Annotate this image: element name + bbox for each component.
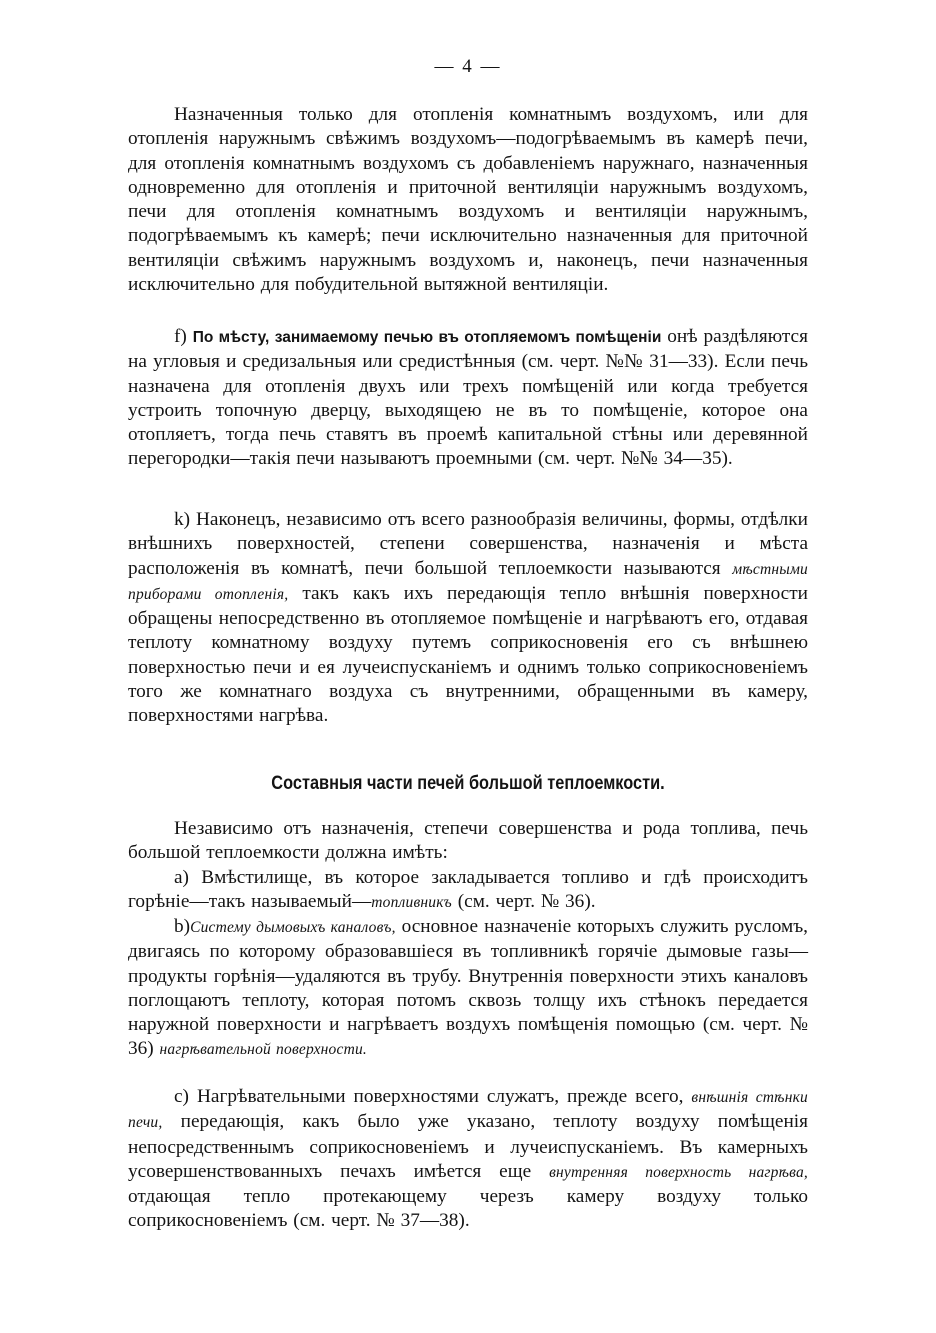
section-f-text: онѣ раздѣляются на угловыя и средизальныя или средистѣнныя (см. черт. №№ 31—33). Если печь назначена для отопленія двухъ или трехъ помѣщеній или когда требуется устроить топочную дверцу, выходящею не въ то помѣщеніе, которое она отопляетъ, тогда печь ставятъ въ проемѣ капитальной стѣны или деревянной перегородки—такія печи называютъ проемными (см. черт. №№ 34—35). — [128, 326, 808, 470]
item-b-text: основное назначеніе которыхъ служить русломъ, двигаясь по которому образовавшіеся въ топливникѣ горячіе дымовые газы—продукты горѣнія—удаляются въ трубу. Внутреннія поверхности этихъ каналовъ поглощаютъ теплоту, которая потомъ сквозь толщу ихъ стѣнокъ передается наружной поверхности и нагрѣваетъ воздухъ помѣщенія помощью (см. черт. № 36) — [128, 916, 808, 1060]
section-k-paragraph — [128, 508, 808, 729]
intro-paragraph-text: Назначенныя только для отопленія комнатнымъ воздухомъ, или для отопленія наружнымъ свѣжимъ воздухомъ—подогрѣваемымъ въ камерѣ печи, для отопленія комнатнымъ воздухомъ съ добавленіемъ наружнаго, назначенныя одновременно для отопленія и приточной вентиляціи наружнымъ воздухомъ, печи для отопленія комнатнымъ воздухомъ и вентиляціи наружнымъ, подогрѣваемымъ къ камерѣ; печи исключительно назначенныя для приточной вентиляціи свѣжимъ наружнымъ воздухомъ и, наконецъ, печи назначенныя исключительно для побудительной вытяжной вентиляціи. — [128, 104, 808, 296]
section-f-label: f) — [174, 326, 187, 347]
item-c-text-1: Нагрѣвательными поверхностями служатъ, прежде всего, — [196, 1086, 684, 1107]
section-heading: Составныя части печей большой теплоемкости. — [271, 773, 665, 794]
item-a-label: а) — [174, 867, 189, 888]
item-c-emphasis-1: внѣшнія стѣнки печи, — [128, 1089, 808, 1132]
item-b-emphasis: Систему дымовыхъ каналовъ, — [190, 919, 396, 936]
item-a-paragraph — [128, 866, 808, 916]
section-k-text-after: такъ какъ ихъ передающія тепло внѣшнія поверхности обращены непосредственно въ отопляемое помѣщеніе и нагрѣваютъ его, отдавая теплоту комнатному воздуху путемъ соприкосновенія его съ внѣшнею поверхностью печи и ея лучеиспусканіемъ и однимъ только соприкосновеніемъ того же комнатнаго воздуха съ внутренними, обращенными въ камеру, поверхностями нагрѣва. — [128, 582, 808, 727]
intro-paragraph — [128, 103, 808, 297]
components-intro-paragraph — [128, 817, 808, 866]
item-a-text-before: Вмѣстилище, въ которое закладывается топливо и гдѣ происходитъ горѣніе—такъ называемый— — [128, 867, 808, 913]
components-intro-text: Независимо отъ назначенія, степечи совершенства и рода топлива, печь большой теплоемкости должна имѣть: — [128, 818, 808, 864]
item-c-emphasis-2: внутренняя поверхность нагрѣва, — [549, 1163, 808, 1181]
item-b-paragraph — [128, 915, 808, 1063]
section-f-emphasis: По мѣсту, занимаемому печью въ отопляемомъ помѣщеніи — [192, 329, 662, 346]
item-a-emphasis: топливникъ — [371, 894, 452, 912]
item-c-label: c) — [174, 1086, 189, 1107]
page-number: — 4 — — [434, 56, 502, 77]
item-b-emphasis-end: нагрѣвательной поверхности. — [159, 1041, 368, 1059]
item-c-text-3: отдающая тепло протекающему черезъ камеру воздуху только соприкосновеніемъ (см. черт. № 37—38). — [128, 1186, 808, 1232]
item-c-text-2: передающія, какъ было уже указано, теплоту воздуху помѣщенія непосредственнымъ соприкосновеніемъ и лучеиспусканіемъ. Въ камерныхъ усовершенствованныхъ печахъ имѣется еще — [128, 1111, 808, 1182]
section-k-label: k) — [174, 509, 191, 530]
section-k-text-before: Наконецъ, независимо отъ всего разнообразія величины, формы, отдѣлки внѣшнихъ поверхностей, степени совершенства, назначенія и мѣста расположенія въ комнатѣ, печи большой теплоемкости называются — [128, 509, 808, 579]
item-c-paragraph — [128, 1085, 808, 1234]
item-a-text-after: (см. черт. № 36). — [457, 891, 596, 913]
item-b-label: b) — [174, 916, 191, 937]
section-f-paragraph — [128, 325, 808, 472]
section-k-emphasis: мѣстными приборами отопленія, — [128, 560, 808, 603]
